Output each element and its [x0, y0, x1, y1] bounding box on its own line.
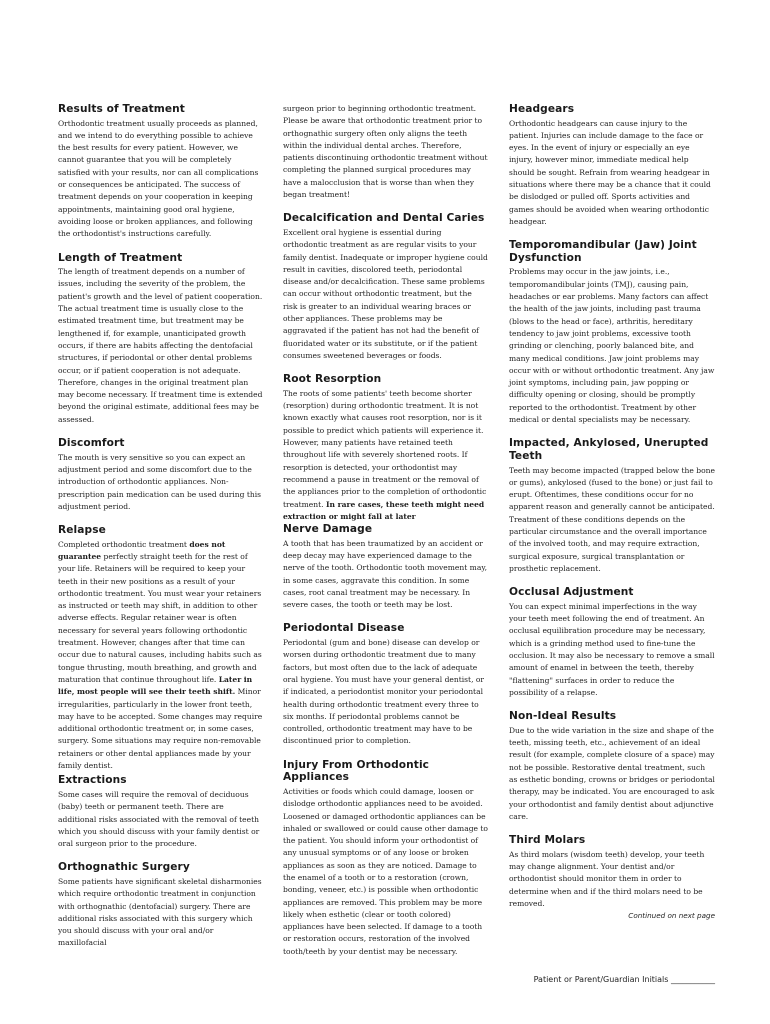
- section-heading: Third Molars: [509, 834, 586, 847]
- section-body: The mouth is very sensitive so you can expect an adjustment period and some discomfort due to the introduction of orthodontic appliances. Non-prescription pain medication can be used during this adjustment period.: [58, 452, 262, 511]
- section-headgears: [509, 103, 715, 228]
- section-injury-from-appliances: [283, 759, 488, 958]
- section-body: [283, 388, 488, 523]
- section-orthognathic-continued: [283, 103, 488, 201]
- section-impacted-teeth: [509, 437, 715, 575]
- section-body: Due to the wide variation in the size and shape of the teeth, missing teeth, etc., achievement of an ideal result (for example, complete closure of a space) may not be possible. Restorative dental treatment, such as esthetic bonding, crowns or bridges or periodontal therapy, may be indicated. You are encouraged to ask your orthodontist and family dentist about adjunctive care.: [509, 725, 715, 821]
- section-discomfort: [58, 437, 263, 513]
- section-third-molars: [509, 834, 715, 910]
- section-body: [58, 539, 263, 773]
- section-length-of-treatment: [58, 252, 263, 426]
- section-relapse: [58, 524, 263, 772]
- section-heading: Occlusal Adjustment: [509, 586, 634, 599]
- emphasis-text: Later in life, most people will see their teeth shift.: [58, 674, 253, 697]
- body-text: The roots of some patients' teeth become shorter (resorption) during orthodontic treatment. It is not known exactly what causes root resorption, nor is it possible to predict which patients will experience it. However, many patients have retained teeth throughout life with severely shortened roots. If resorption is detected, your orthodontist may recommend a pause in treatment or the removal of the appliances prior to the completion of orthodontic treatment.: [283, 388, 487, 509]
- section-heading: Injury From Orthodontic Appliances: [283, 758, 430, 784]
- continued-note: Continued on next page: [628, 911, 715, 920]
- body-text: perfectly straight teeth for the rest of your life. Retainers will be required to keep your teeth in their new positions as a result of your orthodontic treatment. You must wear your retainers as instructed or teeth may shift, in addition to other adverse effects. Regular retainer wear is often necessary for several years following orthodontic treatment. However, changes after that time can occur due to natural causes, including habits such as tongue thrusting, mouth breathing, and growth and maturation that continue throughout life.: [58, 551, 262, 684]
- section-body: Excellent oral hygiene is essential during orthodontic treatment as are regular visits to your family dentist. Inadequate or improper hygiene could result in cavities, discolored teeth, periodontal disease and/or decalcification. These same problems can occur without orthodontic treatment, but the risk is greater to an individual wearing braces or other appliances. These problems may be aggravated if the patient has not had the benefit of fluoridated water or its substitute, or if the patient consumes sweetened beverages or foods.: [283, 227, 488, 360]
- body-text: Completed orthodontic treatment: [58, 539, 190, 549]
- section-body: Some cases will require the removal of deciduous (baby) teeth or permanent teeth. There are additional risks associated with the removal of teeth which you should discuss with your family dentist or oral surgeon prior to the procedure.: [58, 789, 260, 849]
- section-heading: Root Resorption: [283, 373, 382, 386]
- section-body: Problems may occur in the jaw joints, i.e., temporomandibular joints (TMJ), causing pain, headaches or ear problems. Many factors can affect the health of the jaw joints, including past trauma (blows to the head or face), arthritis, hereditary tendency to jaw joint problems, excessive tooth grinding or clenching, poorly balanced bite, and many medical conditions. Jaw joint problems may occur with or without orthodontic treatment. Any jaw joint symptoms, including pain, jaw popping or difficulty opening or closing, should be promptly reported to the orthodontist. Treatment by other medical or dental specialists may be necessary.: [509, 267, 715, 425]
- section-occlusal-adjustment: [509, 586, 715, 699]
- section-heading: Relapse: [58, 524, 106, 537]
- section-root-resorption: [283, 373, 488, 523]
- emphasis-text: In rare cases, these teeth might need extraction or might fall at later: [283, 499, 485, 521]
- section-body: Orthodontic headgears can cause injury to the patient. Injuries can include damage to the face or eyes. In the event of injury or especially an eye injury, however minor, immediate medical help should be sought. Refrain from wearing headgear in situations where there may be a chance that it could be dislodged or pulled off. Sports activities and games should be avoided when wearing orthodontic headgear.: [509, 118, 711, 226]
- section-heading: Results of Treatment: [58, 103, 185, 115]
- column-1: [58, 103, 263, 961]
- section-nerve-damage: [283, 523, 488, 611]
- section-body: Periodontal (gum and bone) disease can develop or worsen during orthodontic treatment due to many factors, but most often due to the lack of adequate oral hygiene. You must have your general dentist, or if indicated, a periodontist monitor your periodontal health during orthodontic treatment every three to six months. If periodontal problems cannot be controlled, orthodontic treatment may have to be discontinued prior to completion.: [283, 638, 485, 746]
- initials-field[interactable]: Patient or Parent/Guardian Initials ___________: [533, 975, 715, 984]
- section-heading: Impacted, Ankylosed, Unerupted Teeth: [509, 437, 709, 462]
- section-orthognathic-surgery: [58, 861, 263, 949]
- section-body: A tooth that has been traumatized by an accident or deep decay may have experienced damage to the nerve of the tooth. Orthodontic tooth movement may, in some cases, aggravate this condition. In some cases, root canal treatment may be necessary. In severe cases, the tooth or teeth may be lost.: [283, 538, 487, 610]
- body-text: Minor irregularities, particularly in the lower front teeth, may have to be accepted. Some changes may require additional orthodontic treatment or, in some cases, surgery. Some situations may require non-removable retainers or other dental appliances made by your family dentist.: [58, 687, 263, 771]
- section-body: Teeth may become impacted (trapped below the bone or gums), ankylosed (fused to the bone) or just fail to erupt. Oftentimes, these conditions occur for no apparent reason and generally cannot be anticipated. Treatment of these conditions depends on the particular circumstance and the overall importance of the involved tooth, and may require extraction, surgical exposure, surgical transplantation or prosthetic replacement.: [509, 465, 715, 573]
- section-heading: Temporomandibular (Jaw) Joint Dysfunction: [509, 239, 697, 264]
- section-body: You can expect minimal imperfections in the way your teeth meet following the end of treatment. An occlusal equilibration procedure may be necessary, which is a grinding method used to fine-tune the occlusion. It may also be necessary to remove a small amount of enamel in between the teeth, thereby "flattening" surfaces in order to reduce the possibility of a relapse.: [509, 601, 715, 697]
- column-2: [283, 103, 488, 969]
- section-periodontal-disease: [283, 622, 488, 747]
- section-body: Some patients have significant skeletal disharmonies which require orthodontic treatment in conjunction with orthognathic (dentofacial) surgery. There are additional risks associated with this surgery which you should discuss with your oral and/or maxillofacial: [58, 877, 262, 948]
- section-heading: Length of Treatment: [58, 251, 183, 264]
- section-decalcification: [283, 212, 488, 362]
- section-results-of-treatment: [58, 103, 263, 241]
- section-heading: Headgears: [509, 103, 575, 115]
- section-non-ideal-results: [509, 710, 715, 823]
- section-body: surgeon prior to beginning orthodontic treatment. Please be aware that orthodontic treatment prior to orthognathic surgery often only aligns the teeth within the individual dental arches. Therefore, patients discontinuing orthodontic treatment without completing the planned surgical procedures may have a malocclusion that is worse than when they began treatment!: [283, 104, 488, 200]
- section-body: The length of treatment depends on a number of issues, including the severity of the problem, the patient's growth and the level of patient cooperation. The actual treatment time is usually close to the estimated treatment time, but treatment may be lengthened if, for example, unanticipated growth occurs, if there are habits affecting the dentofacial structures, if periodontal or other dental problems occur, or if patient cooperation is not adequate. Therefore, changes in the original treatment plan may become necessary. If treatment time is extended beyond the original estimate, additional fees may be assessed.: [58, 267, 263, 424]
- section-body: Orthodontic treatment usually proceeds as planned, and we intend to do everything possible to achieve the best results for every patient. However, we cannot guarantee that you will be completely satisfied with your results, nor can all complications or consequences be anticipated. The success of treatment depends on your cooperation in keeping appointments, maintaining good oral hygiene, avoiding loose or broken appliances, and following the orthodontist's instructions carefully.: [58, 118, 259, 239]
- section-heading: Discomfort: [58, 437, 125, 450]
- section-heading: Periodontal Disease: [283, 622, 405, 635]
- section-body: Activities or foods which could damage, loosen or dislodge orthodontic appliances need to be avoided. Loosened or damaged orthodontic appliances can be inhaled or swallowed or could cause other damage to the patient. You should inform your orthodontist of any unusual symptoms or of any loose or broken appliances as soon as they are noticed. Damage to the enamel of a tooth or to a restoration (crown, bonding, veneer, etc.) is possible when orthodontic appliances are removed. This problem may be more likely when esthetic (clear or tooth colored) appliances have been selected. If damage to a tooth or restoration occurs, restoration of the involved tooth/teeth by your dentist may be necessary.: [283, 786, 488, 956]
- section-heading: Nerve Damage: [283, 523, 373, 536]
- emphasis-text: does not guarantee: [58, 539, 226, 561]
- section-body: As third molars (wisdom teeth) develop, your teeth may change alignment. Your dentist and/or orthodontist should monitor them in order to determine when and if the third molars need to be removed.: [509, 849, 705, 908]
- section-extractions: [58, 774, 263, 850]
- section-heading: Decalcification and Dental Caries: [283, 212, 485, 225]
- section-heading: Orthognathic Surgery: [58, 861, 190, 874]
- section-heading: Extractions: [58, 774, 127, 787]
- section-heading: Non-Ideal Results: [509, 710, 617, 723]
- section-tmj-dysfunction: [509, 239, 715, 426]
- column-3: [509, 103, 715, 921]
